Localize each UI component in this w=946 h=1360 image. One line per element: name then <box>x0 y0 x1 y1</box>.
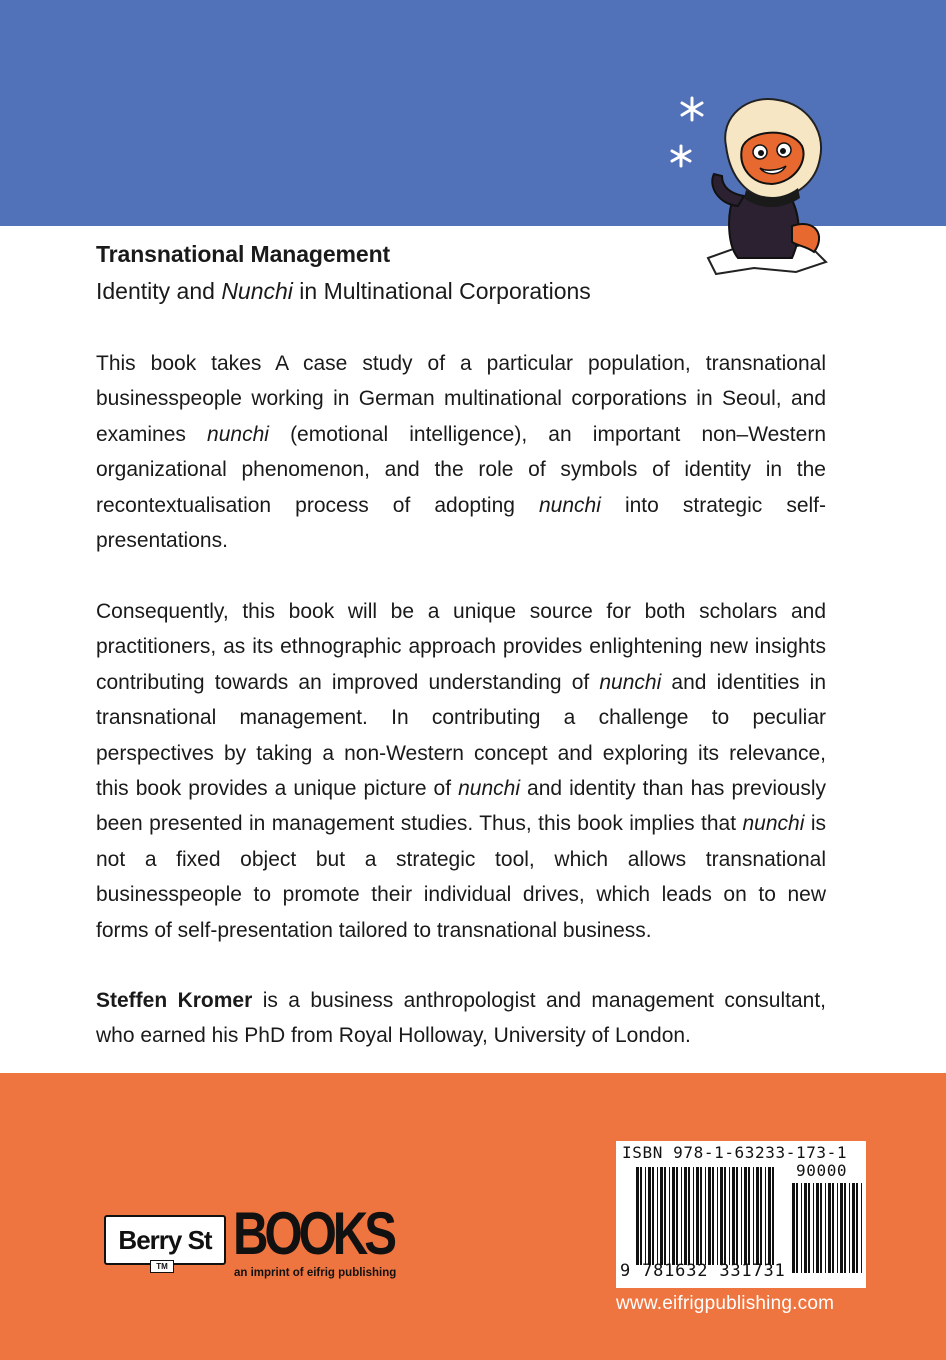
barcode-bar <box>832 1183 834 1273</box>
text-run: Consequently, this book will be a unique source for both scholars and practitioners, as its ethnographic approach provides enlightening new insights contributing towards an improved understanding of <box>96 600 826 694</box>
italic-term: nunchi <box>207 422 269 446</box>
barcode-bar <box>808 1183 810 1273</box>
author-bio <box>96 983 826 1054</box>
barcode-bar <box>660 1167 663 1265</box>
snowflake-icon <box>682 98 702 120</box>
description-paragraph-2 <box>96 594 826 948</box>
barcode-bar <box>753 1167 754 1265</box>
barcode-bar <box>708 1167 711 1265</box>
barcode-bar <box>681 1167 682 1265</box>
description-paragraph-1 <box>96 346 826 558</box>
publisher-logo <box>102 1200 402 1283</box>
barcode-bar <box>652 1167 654 1265</box>
barcode-bar <box>772 1167 774 1265</box>
barcode-bar <box>645 1167 646 1265</box>
barcode-bar <box>744 1167 747 1265</box>
barcode-bar <box>849 1183 850 1273</box>
barcode-bar <box>820 1183 822 1273</box>
barcode-bar <box>712 1167 714 1265</box>
barcode-bar <box>736 1167 738 1265</box>
isbn-number: ISBN 978-1-63233-173-1 <box>622 1143 848 1162</box>
barcode-bar <box>732 1167 735 1265</box>
text-run: into strategic self-presentations. <box>96 493 826 553</box>
price-code: 90000 <box>796 1161 848 1180</box>
barcode-bar <box>856 1183 858 1273</box>
barcode-bar <box>688 1167 690 1265</box>
barcode-bar <box>705 1167 706 1265</box>
barcode-bar <box>700 1167 702 1265</box>
publisher-website: www.eifrigpublishing.com <box>616 1293 835 1314</box>
barcode-bar <box>801 1183 802 1273</box>
barcode-bar <box>657 1167 658 1265</box>
text-run: and identities in transnational management. In contributing a challenge to peculiar perspectives by taking a non-Western concept and exploring its relevance, this book provides a unique picture of <box>96 670 826 801</box>
barcode-bar <box>825 1183 826 1273</box>
author-bio-text: is a business anthropologist and management consultant, who earned his PhD from Royal Holloway, University of London. <box>96 989 826 1048</box>
logo-berry-st: Berry St <box>104 1215 226 1265</box>
barcode-bar <box>729 1167 730 1265</box>
logo-trademark: TM <box>150 1260 174 1273</box>
isbn-barcode <box>616 1141 866 1288</box>
barcode-bar <box>741 1167 742 1265</box>
barcode-bar <box>852 1183 855 1273</box>
barcode-bar <box>796 1183 798 1273</box>
barcode-bar <box>636 1167 639 1265</box>
barcode-bar <box>792 1183 795 1273</box>
barcode-bar <box>768 1167 771 1265</box>
barcode-bar <box>648 1167 651 1265</box>
barcode-bar <box>676 1167 678 1265</box>
barcode-bar <box>720 1167 723 1265</box>
italic-term: nunchi <box>742 812 805 836</box>
barcode-bar <box>724 1167 726 1265</box>
barcode-bar <box>828 1183 831 1273</box>
italic-term: nunchi <box>539 493 601 517</box>
barcode-bar <box>640 1167 642 1265</box>
italic-term: nunchi <box>599 670 662 694</box>
barcode-bar <box>748 1167 750 1265</box>
barcode-bar <box>672 1167 675 1265</box>
text-run: is not a fixed object but a strategic tool, which allows transnational businesspeople to promote their individual drives, which leads on to new forms of self-presentation tailored to transnational business. <box>96 812 826 942</box>
barcode-bar <box>804 1183 807 1273</box>
barcode-bar <box>756 1167 759 1265</box>
text-run: (emotional intelligence), an important non–Western organizational phenomenon, and the role of symbols of identity in the recontextualisation process of adopting <box>96 422 826 517</box>
ean-digits: 9 781632 331731 <box>620 1261 786 1281</box>
barcode-bar <box>684 1167 687 1265</box>
subtitle-italic-term: Nunchi <box>221 278 293 304</box>
barcode-bar <box>664 1167 666 1265</box>
book-subtitle <box>96 278 591 305</box>
barcode-bar <box>840 1183 843 1273</box>
italic-term: nunchi <box>458 777 520 801</box>
barcode-bar <box>816 1183 819 1273</box>
subtitle-part: in Multinational Corporations <box>292 278 591 304</box>
barcode-bar <box>813 1183 814 1273</box>
snowflake-icon <box>672 146 690 166</box>
logo-books: BOOKS <box>233 1200 393 1267</box>
author-name: Steffen Kromer <box>96 989 253 1012</box>
subtitle-part: Identity and <box>96 278 222 304</box>
text-run: This book takes A case study of a particular population, transnational businesspeople working in German multinational corporations in Seoul, and examines <box>96 352 826 446</box>
barcode-bar <box>861 1183 862 1273</box>
fox-mascot-icon <box>656 86 846 286</box>
barcode-bar <box>696 1167 699 1265</box>
barcode-bar <box>765 1167 766 1265</box>
barcode-bar <box>837 1183 838 1273</box>
imprint-text: an imprint of eifrig publishing <box>234 1267 397 1279</box>
barcode-bar <box>844 1183 846 1273</box>
barcode-bar <box>669 1167 670 1265</box>
text-run: and identity than has previously been presented in management studies. Thus, this book implies that <box>96 777 827 836</box>
barcode-bar <box>693 1167 694 1265</box>
barcode-bar <box>760 1167 762 1265</box>
barcode-bar <box>717 1167 718 1265</box>
book-title: Transnational Management <box>96 241 391 267</box>
